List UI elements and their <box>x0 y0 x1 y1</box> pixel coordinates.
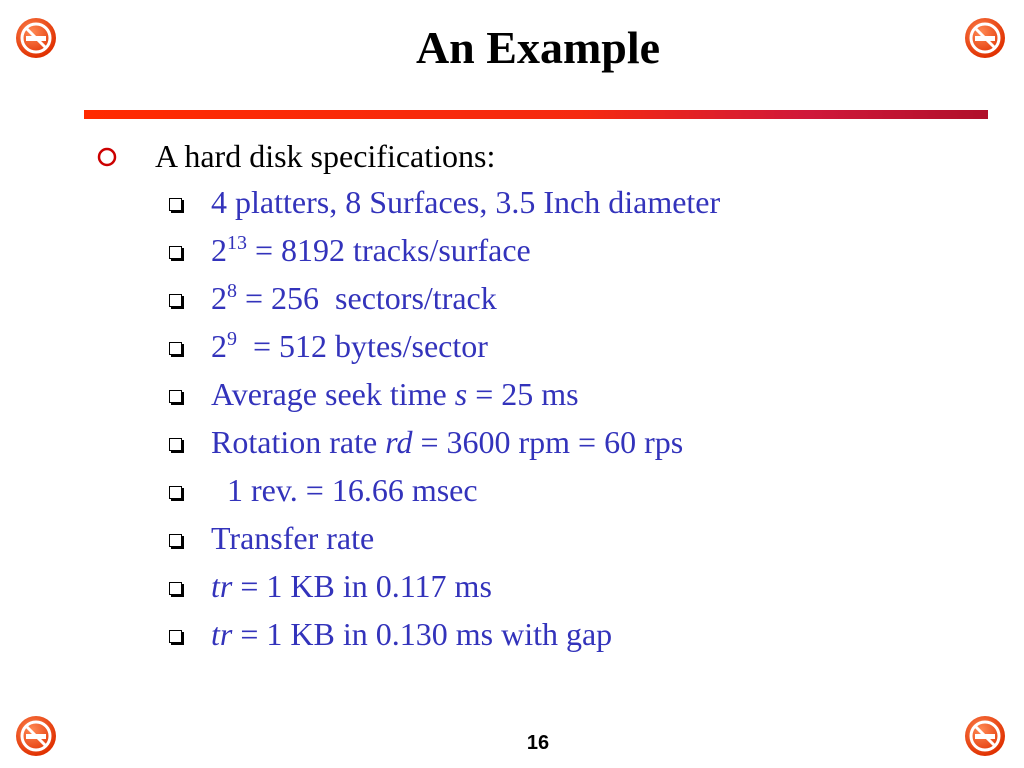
square-bullet-icon <box>169 294 182 307</box>
list-item <box>0 372 1024 420</box>
item-text: $2^{13} = 8192$ tracks/surface <box>211 232 531 268</box>
square-bullet-icon <box>169 342 182 355</box>
item-text: Average seek time s = 25 ms <box>211 376 579 412</box>
item-text: $2^8 = 256$ sectors/track <box>211 280 497 316</box>
item-text: 4 platters, 8 Surfaces, 3.5 Inch diameter <box>211 184 721 220</box>
square-bullet-icon <box>169 486 182 499</box>
item-text: tr = 1 KB in 0.130 ms with gap <box>211 616 613 652</box>
square-bullet-icon <box>169 534 182 547</box>
item-text: Transfer rate <box>211 520 375 556</box>
list-item <box>0 324 1024 372</box>
square-bullet-icon <box>169 246 182 259</box>
slide-title: An Example <box>415 22 661 73</box>
list-item <box>0 612 1024 660</box>
square-bullet-icon <box>169 198 182 211</box>
list-item <box>0 564 1024 612</box>
list-item <box>0 468 1024 516</box>
page-number: 16 <box>526 732 550 754</box>
circle-bullet-icon <box>96 146 118 168</box>
square-bullet-icon <box>169 630 182 643</box>
list-item <box>0 276 1024 324</box>
square-bullet-icon <box>169 438 182 451</box>
list-item <box>0 228 1024 276</box>
list-item <box>0 516 1024 564</box>
square-bullet-icon <box>169 582 182 595</box>
square-bullet-icon <box>169 390 182 403</box>
list-item <box>0 420 1024 468</box>
list-item <box>0 180 1024 228</box>
item-text: $2^9 = 512$ bytes/sector <box>211 328 488 364</box>
item-text: tr = 1 KB in 0.117 ms <box>211 568 492 604</box>
title-underline <box>84 110 988 119</box>
bullet-heading: A hard disk specifications: <box>155 138 496 174</box>
item-text: 1 rev. = 16.66 msec <box>211 472 478 508</box>
item-text: Rotation rate rd = 3600 rpm = 60 rps <box>211 424 684 460</box>
